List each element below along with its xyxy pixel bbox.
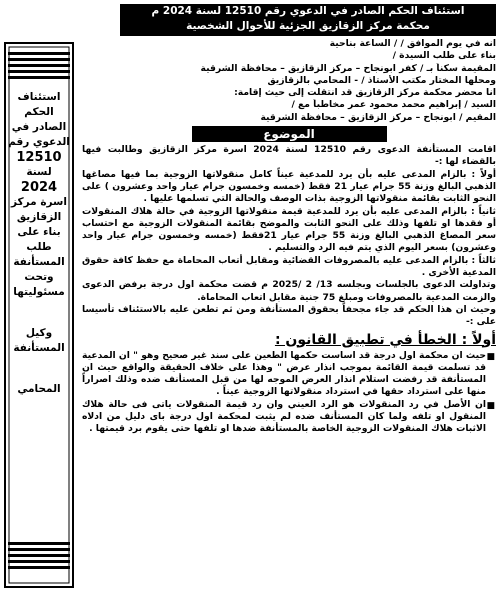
sidebar-line: الزقازيق <box>16 211 62 223</box>
sidebar-line: اسرة مركز <box>11 196 67 208</box>
body-paragraph: ثانياً : بالزام المدعى عليه بأن يرد للمدعية قيمة منقولاتها الزوجية في حالة هلاك المنقولات أو فقدها او تلفها وذلك على النحو الثابت والموضح بقائمة المنقولات الزوجية مع احتساب سعر المصاغ الذهبي البالغ وزنة 55 جرام عيار 21فقط (خمسه وخمسون جرام عيار واحد وعشرون) بسعر اليوم الذي يتم فيه الرد والتسليم . <box>82 205 496 254</box>
list-item <box>82 399 496 436</box>
sidebar-line: مسئوليتها <box>13 286 65 298</box>
sidebar-text <box>6 90 72 397</box>
intro-line: انا محضر محكمة مركز الزقازيق قد انتقلت إلى حيث إقامة: <box>234 87 496 99</box>
intro-line: ومحلها المختار مكتب الأستاذ / - المحامي بالزقازيق <box>267 74 496 86</box>
body-paragraph: وحيث ان هذا الحكم قد جاء مجحفاً بحقوق المستأنفة ومن ثم تطعن عليه بالاستئناف تأسيسا على :- <box>82 303 496 328</box>
bullet-icon: ■ <box>486 400 495 411</box>
document-body <box>82 38 496 436</box>
sidebar-line: المستأنفة <box>13 342 65 354</box>
sidebar-line: لسنة <box>26 166 52 178</box>
sidebar-line: الصادر في <box>11 121 67 133</box>
sidebar-line: المحامي <box>17 383 61 395</box>
body-paragraph: أولاً : بالزام المدعى عليه بأن يرد للمدعية عيناً كامل منقولاتها الزوجية بما فيها مصاغها الذهبي البالغ وزنة 55 جرام عيار 21 فقط (خمسه وخمسون جرام عيار واحد وعشرون ) على النحو الثابت بقائمة منقولاتها الزوجية بذات الوصف والحالة التي تسلمها عليها . <box>82 168 496 205</box>
sidebar-line: الحكم <box>24 106 54 118</box>
list-item <box>82 350 496 399</box>
bullet-icon: ■ <box>486 351 495 362</box>
sidebar-line: وتحت <box>24 271 54 283</box>
body-paragraph: ثالثاً : بالزام المدعى عليه بالمصروفات القضائية ومقابل أتعاب المحاماة مع حفظ كافة حقوق المدعية الأخرى . <box>82 254 496 279</box>
list-item-text: حيث ان محكمة اول درجة قد اساست حكمها الطعين على سند غير صحيح وهو " ان المدعية قد تسلمت قيمة القائمة بموجب انذار عرض " وهذا على خلاف الحقيقة والواقع حيث ان المستأنفة قد رفضت استلام انذار العرض الموجه لها من قبل المستأنف ضده وذلك اصراراً منها على استرداد حقها في استرداد منقولاتها الزوجية عيناً . <box>82 349 486 398</box>
sidebar-bottom-rule <box>8 542 70 572</box>
document-title-bar <box>120 4 496 36</box>
topic-banner: الموضوع <box>192 126 387 142</box>
intro-line: انه في يوم الموافق / / الساعة بناحية <box>329 38 496 49</box>
sidebar-line: استئناف <box>17 91 61 103</box>
list-item-text: ان الأصل في رد المنقولات هو الرد العيني وان رد قيمة المنقولات ياتى فى حالة هلاك المنقول او تلفه ولما كان المستأنف ضده لم يثبت لمحكمة اول درجة باى دليل من ادلاه الاثبات هلاك المنقولات الزوجية الخاصة بالمستأنفة ضدها او تلفها حتى يقوم برد قيمتها . <box>82 398 486 435</box>
sidebar-line: بناء على <box>17 226 61 238</box>
sidebar-line: 12510 <box>16 150 62 165</box>
body-paragraph: وتداولت الدعوى بالجلسات وبجلسه 13/ 2 /2025 م قضت محكمة اول درجة برفض الدعوى والزمت المدعية بالمصروفات ومبلغ 75 جنية مقابل اتعاب المحاماة. <box>82 279 496 303</box>
section-heading: أولاً : الخطأ في تطبيق القانون : <box>274 331 496 348</box>
sidebar-summary-box <box>4 42 74 588</box>
sidebar-line: المستأنفة <box>13 256 65 268</box>
intro-line: المقيمة سكناً بـ / كفر ابونجاح – مركز الزقازيق – محافظة الشرقية <box>200 62 496 74</box>
sidebar-line: وكيل <box>25 327 53 339</box>
sidebar-line: الدعوي رقم <box>8 136 70 148</box>
title-line-2: محكمة مركز الزقازيق الجزئية للأحوال الشخصية <box>186 20 430 32</box>
sidebar-line: 2024 <box>20 180 58 195</box>
sidebar-top-rule <box>8 52 70 82</box>
body-paragraph: اقامت المستأنفة الدعوى رقم 12510 لسنة 2024 اسرة مركز الزقازيق وطالبت فيها بالقضاء لها :- <box>82 144 496 168</box>
intro-line: السيد / إبراهيم محمد محمود عمر مخاطباً مع / <box>291 99 496 111</box>
title-line-1: استئناف الحكم الصادر في الدعوي رقم 12510 لسنة 2024 م <box>151 5 465 17</box>
intro-line: بناء على طلب السيدة / <box>392 50 496 62</box>
sidebar-line: طلب <box>26 241 52 253</box>
intro-line: المقيم / ابونجاح – مركز الزقازيق – محافظة الشرقية <box>260 111 496 123</box>
